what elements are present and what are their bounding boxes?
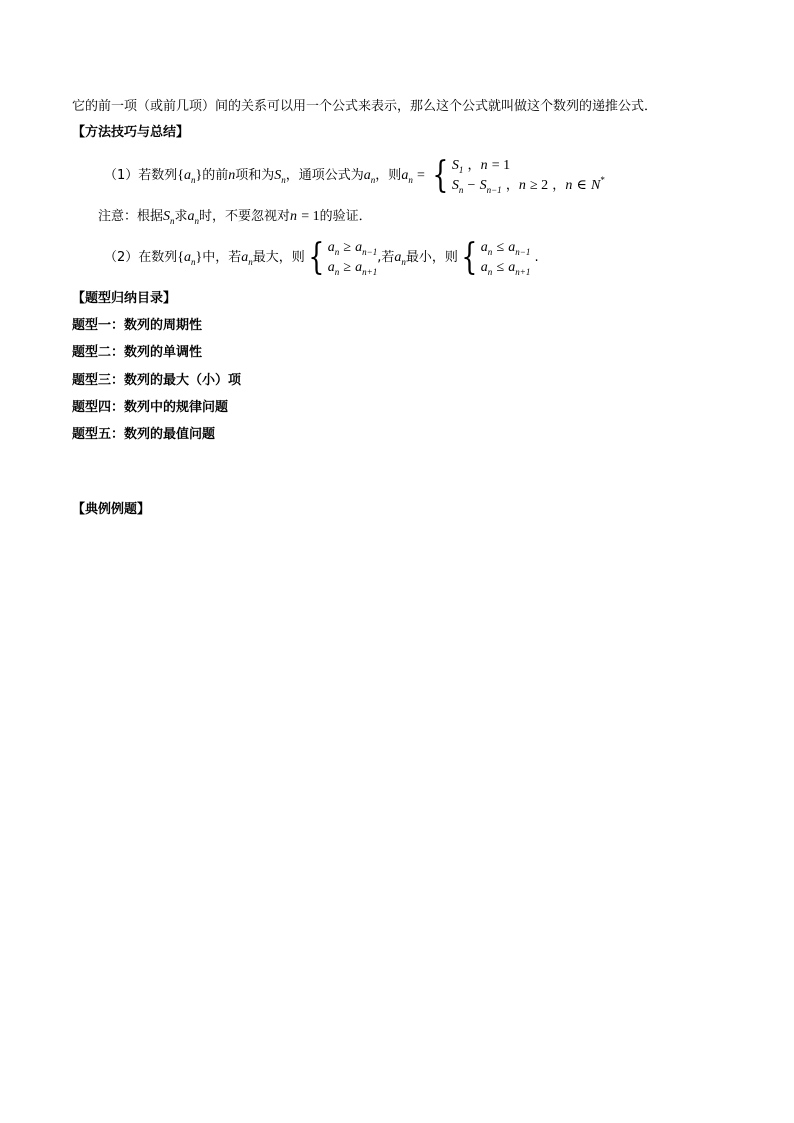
max-row-1: $a_n \ge a_{n-1}$ bbox=[327, 239, 378, 257]
catalog-heading: 【题型归纳目录】 bbox=[72, 291, 177, 306]
left-brace-max: { bbox=[308, 236, 325, 278]
max-row-2: $a_n \ge a_{n+1}$ bbox=[327, 259, 378, 277]
methods-heading: 【方法技巧与总结】 bbox=[72, 125, 190, 140]
catalog-item: 题型四：数列中的规律问题 bbox=[72, 400, 229, 415]
method-item-2: （2）在数列$\{a_n\}$中，若$a_n$最大，则{ $a_n \ge a_{n-1}$ $a_n \ge a_{n+1}$ ,若$a_n$最小，则{ $a_n \le a_{n-1}$ $a_n \le a_{n+1}$ . bbox=[104, 236, 539, 278]
catalog-item: 题型二：数列的单调性 bbox=[72, 345, 203, 360]
method-item-1: （1）若数列$\{a_n\}$的前n项和为$S_n$，通项公式为$a_n$，则$a_n$ = { $S_1$ ，n = 1 $S_n - S_{n-1}$ ，n ≥ 2 ，n ∈ N* bbox=[104, 154, 605, 196]
catalog-item: 题型一：数列的周期性 bbox=[72, 318, 203, 333]
max-conditions bbox=[328, 238, 378, 278]
method-note: 注意：根据$S_n$求$a_n$时，不要忽视对n = 1的验证． bbox=[98, 209, 372, 226]
min-conditions bbox=[481, 238, 531, 278]
piecewise-cases bbox=[452, 156, 605, 196]
left-brace: { bbox=[432, 154, 449, 196]
examples-heading: 【典例例题】 bbox=[72, 502, 151, 517]
min-row-2: $a_n \le a_{n+1}$ bbox=[480, 259, 531, 277]
intro-text: 它的前一项（或前几项）间的关系可以用一个公式来表示，那么这个公式就叫做这个数列的递推公式． bbox=[72, 99, 658, 114]
catalog-item: 题型三：数列的最大（小）项 bbox=[72, 373, 242, 388]
min-row-1: $a_n \le a_{n-1}$ bbox=[480, 239, 531, 257]
case-row-2: $S_n - S_{n-1}$ ，n ≥ 2 ，n ∈ N* bbox=[451, 174, 605, 195]
case-row-1: $S_1$ ，n = 1 bbox=[451, 157, 511, 175]
left-brace-min: { bbox=[461, 236, 478, 278]
catalog-item: 题型五：数列的最值问题 bbox=[72, 427, 216, 442]
